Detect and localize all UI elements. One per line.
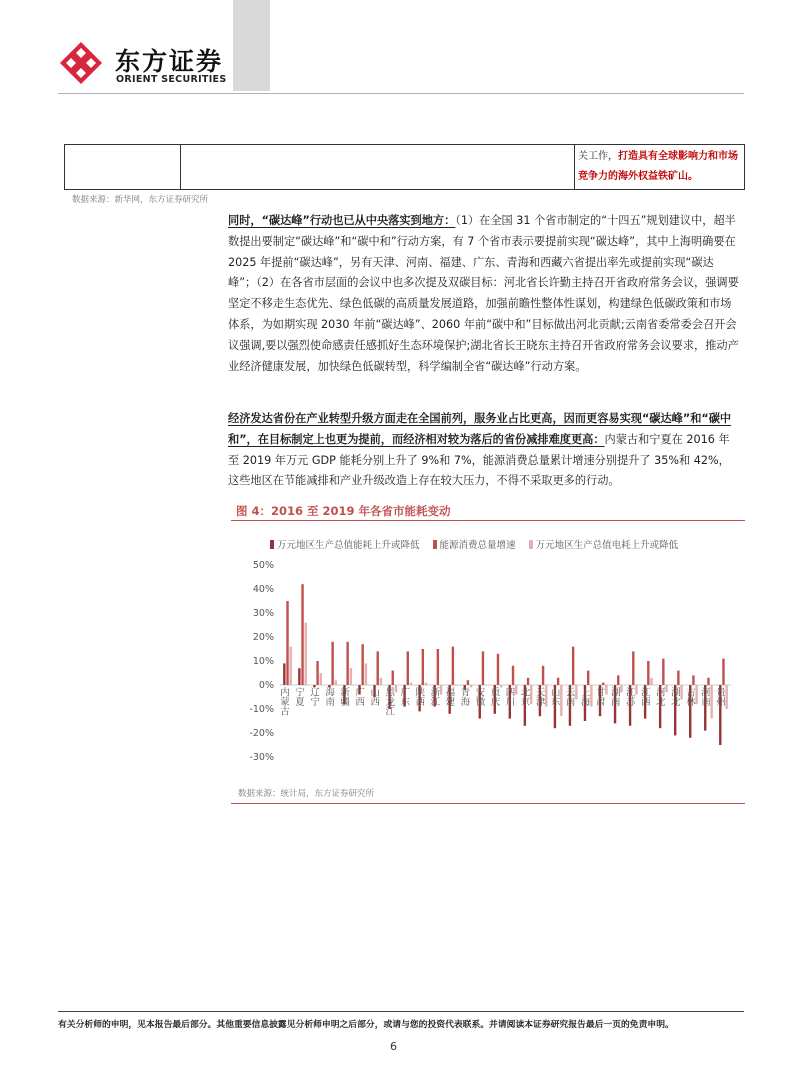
x-category-label: 新疆	[338, 687, 350, 706]
logo-english-name: ORIENT SECURITIES	[116, 74, 227, 85]
bar-energy-growth	[377, 651, 379, 685]
bar-gdp-power	[545, 685, 547, 707]
bar-energy-growth	[542, 666, 544, 685]
legend-item-gdp-power	[529, 540, 679, 551]
bar-energy-growth	[692, 675, 694, 685]
y-tick-label: 40%	[252, 584, 274, 595]
x-category-label: 河北	[653, 687, 665, 706]
header-divider	[58, 93, 744, 94]
bar-energy-growth	[632, 651, 634, 685]
energy-change-bar-chart	[236, 555, 741, 775]
x-category-label: 宁夏	[293, 687, 305, 706]
figure-title-bar	[231, 501, 745, 521]
table-source-note: 数据来源：新华网，东方证券研究所	[72, 195, 209, 205]
bar-gdp-power	[455, 685, 457, 686]
x-category-label: 山东	[548, 687, 560, 706]
x-category-label: 天津	[533, 687, 545, 706]
x-category-label: 重庆	[488, 687, 500, 706]
bar-gdp-energy	[283, 663, 285, 685]
chart-legend	[270, 537, 688, 551]
legend-label-gdp-energy: 万元地区生产总值能耗上升或降低	[277, 540, 420, 551]
legend-label-energy-growth: 能源消费总量增速	[439, 540, 516, 551]
paragraph1-body: （1）在全国 31 个省市制定的“十四五”规划建议中，超半数提出要制定“碳达峰”和“碳中和”行动方案，有 7 个省市表示要提前实现“碳达峰”，其中上海明确要在 2025 年提前“碳达峰”，另有天津、河南、福建、广东、青海和西藏六省提出率先或提前实现“碳达峰”；（2）在各省市层面的会议中也多次提及双碳目标：河北省长许勤主持召开省政府常务会议，强调要坚定不移走生态优先、绿色低碳的高质量发展道路，加强前瞻性整体性谋划，构建绿色低碳政策和市场体系，为如期实现 2030 年前“碳达峰”、2060 年前“碳中和”目标做出河北贡献;云南省委常委会召开会议强调,要以强烈使命感责任感抓好生态环境保护;湖北省长王晓东主持召开省政府常务会议要求，推动产业经济健康发展，加快绿色低碳转型，科学编制全省“碳达峰”行动方案。	[228, 214, 739, 373]
bar-gdp-power	[320, 673, 322, 685]
bar-gdp-power	[380, 678, 382, 685]
x-category-label: 青海	[458, 687, 470, 706]
bar-energy-growth	[602, 683, 604, 685]
x-category-label: 海南	[323, 687, 335, 706]
x-category-label: 湖南	[608, 687, 620, 706]
bar-energy-growth	[572, 647, 574, 685]
bar-gdp-power	[575, 685, 577, 699]
bar-energy-growth	[497, 654, 499, 685]
orient-logo-icon	[58, 40, 104, 86]
legend-label-gdp-power: 万元地区生产总值电耗上升或降低	[535, 540, 679, 551]
x-category-label: 广西	[353, 687, 365, 706]
bar-gdp-power	[605, 685, 607, 695]
bar-gdp-power	[530, 685, 532, 704]
bar-energy-growth	[722, 659, 724, 685]
x-category-label: 内蒙古	[278, 687, 290, 716]
bar-energy-growth	[557, 678, 559, 685]
bar-energy-growth	[301, 584, 303, 685]
bar-gdp-power	[440, 685, 442, 695]
x-category-label: 上海	[578, 687, 590, 706]
table-cell-empty-2	[181, 145, 575, 190]
bar-energy-growth	[467, 680, 469, 685]
bar-gdp-power	[590, 685, 592, 707]
table-cell-text	[575, 145, 745, 190]
bar-energy-growth	[286, 601, 288, 685]
x-category-label: 江西	[638, 687, 650, 706]
bar-energy-growth	[392, 671, 394, 685]
paragraph2-lead: 经济发达省份在产业转型升级方面走在全国前列，服务业占比更高，因而更容易实现“碳达峰”和“碳中和”，在目标制定上也更为提前，而经济相对较为落后的省份减排难度更高：	[228, 412, 732, 446]
bar-energy-growth	[617, 675, 619, 685]
legend-item-gdp-energy	[270, 540, 420, 551]
paragraph2-body: 内蒙古和宁夏在 2016 年至 2019 年万元 GDP 能耗分别上升了 9%和 7%，能源消费总量累计增速分别提升了 35%和 42%，这些地区在节能减排和产业升级改造上存在较大压力，不得不采取更多的行动。	[228, 432, 730, 488]
x-category-label: 北京	[518, 687, 530, 706]
header-gray-tab	[233, 0, 270, 91]
bar-energy-growth	[437, 649, 439, 685]
y-tick-label: 50%	[252, 560, 274, 571]
table-text-plain: 关工作，	[578, 151, 618, 162]
bar-gdp-power	[350, 668, 352, 685]
bar-gdp-power	[365, 663, 367, 685]
bar-gdp-power	[305, 623, 307, 685]
x-category-label: 福建	[443, 687, 455, 706]
bar-gdp-power	[485, 685, 487, 686]
bar-energy-growth	[407, 651, 409, 685]
bar-gdp-energy	[298, 668, 300, 685]
x-category-label: 云南	[563, 687, 575, 706]
footer-disclaimer: 有关分析师的申明，见本报告最后部分。其他重要信息披露见分析师申明之后部分，或请与您的投资代表联系。并请阅读本证券研究报告最后一页的免责申明。	[58, 1020, 674, 1030]
bar-energy-growth	[422, 649, 424, 685]
y-tick-label: 20%	[252, 632, 274, 643]
bar-gdp-power	[395, 685, 397, 692]
legend-swatch-gdp-power	[529, 540, 533, 549]
x-category-label: 甘肃	[593, 687, 605, 706]
y-tick-label: -20%	[249, 728, 274, 739]
x-category-label: 辽宁	[308, 687, 320, 706]
bar-gdp-power	[470, 685, 472, 687]
bar-gdp-power	[620, 685, 622, 692]
bar-energy-growth	[316, 661, 318, 685]
bar-gdp-power	[515, 685, 517, 695]
legend-item-energy-growth	[433, 540, 516, 551]
x-category-label: 浙江	[428, 687, 440, 706]
continued-table-fragment	[64, 144, 745, 190]
table-text-highlight: 打造具有全球影响力和市场竞争力的海外权益铁矿山。	[578, 151, 738, 182]
x-category-label: 安徽	[473, 687, 485, 706]
bar-energy-growth	[361, 644, 363, 685]
paragraph-developed-provinces	[228, 409, 740, 492]
x-category-label: 黑龙江	[383, 687, 395, 716]
bar-gdp-power	[695, 685, 697, 704]
bar-energy-growth	[647, 661, 649, 685]
y-tick-label: -30%	[249, 752, 274, 763]
bar-energy-growth	[346, 642, 348, 685]
bar-energy-growth	[587, 671, 589, 685]
x-category-label: 贵州	[713, 687, 725, 706]
figure-bottom-rule	[231, 803, 745, 804]
bar-gdp-power	[665, 685, 667, 692]
x-category-label: 广东	[398, 687, 410, 706]
bar-gdp-power	[410, 683, 412, 685]
x-category-label: 江苏	[623, 687, 635, 706]
figure-title: 图 4：2016 至 2019 年各省市能耗变动	[236, 504, 451, 518]
paragraph1-lead: 同时，“碳达峰”行动也已从中央落实到地方：	[228, 214, 456, 227]
bar-gdp-power	[335, 680, 337, 685]
bar-energy-growth	[482, 651, 484, 685]
bar-gdp-power	[425, 683, 427, 685]
bar-gdp-power	[710, 685, 712, 719]
bar-energy-growth	[677, 671, 679, 685]
bar-gdp-power	[290, 647, 292, 685]
paragraph-local-carbon-peak	[228, 211, 740, 377]
bar-energy-growth	[662, 659, 664, 685]
bar-energy-growth	[527, 678, 529, 685]
bar-energy-growth	[707, 678, 709, 685]
legend-swatch-gdp-energy	[270, 540, 274, 549]
x-category-label: 山西	[368, 687, 380, 706]
bar-energy-growth	[331, 642, 333, 685]
bar-gdp-power	[680, 685, 682, 699]
bar-energy-growth	[512, 666, 514, 685]
bar-gdp-power	[650, 678, 652, 685]
bar-gdp-power	[725, 685, 727, 709]
bar-gdp-power	[560, 685, 562, 716]
page-number: 6	[390, 1040, 397, 1053]
x-category-label: 湖北	[668, 687, 680, 706]
x-category-label: 四川	[503, 687, 515, 706]
figure-source-note: 数据来源：统计局，东方证券研究所	[238, 789, 375, 799]
y-tick-label: -10%	[249, 704, 274, 715]
logo-chinese-name: 东方证券	[115, 47, 224, 76]
legend-swatch-energy-growth	[433, 540, 437, 549]
x-category-label: 吉林	[683, 687, 695, 706]
bar-gdp-power	[635, 685, 637, 695]
y-tick-label: 10%	[252, 656, 274, 667]
bar-gdp-power	[500, 685, 502, 687]
bar-energy-growth	[452, 647, 454, 685]
x-category-label: 河南	[698, 687, 710, 706]
y-tick-label: 0%	[258, 680, 274, 691]
table-cell-empty-1	[65, 145, 181, 190]
y-tick-label: 30%	[252, 608, 274, 619]
x-category-label: 陕西	[413, 687, 425, 706]
footer-divider	[58, 1011, 744, 1012]
orient-securities-logo	[58, 32, 238, 90]
